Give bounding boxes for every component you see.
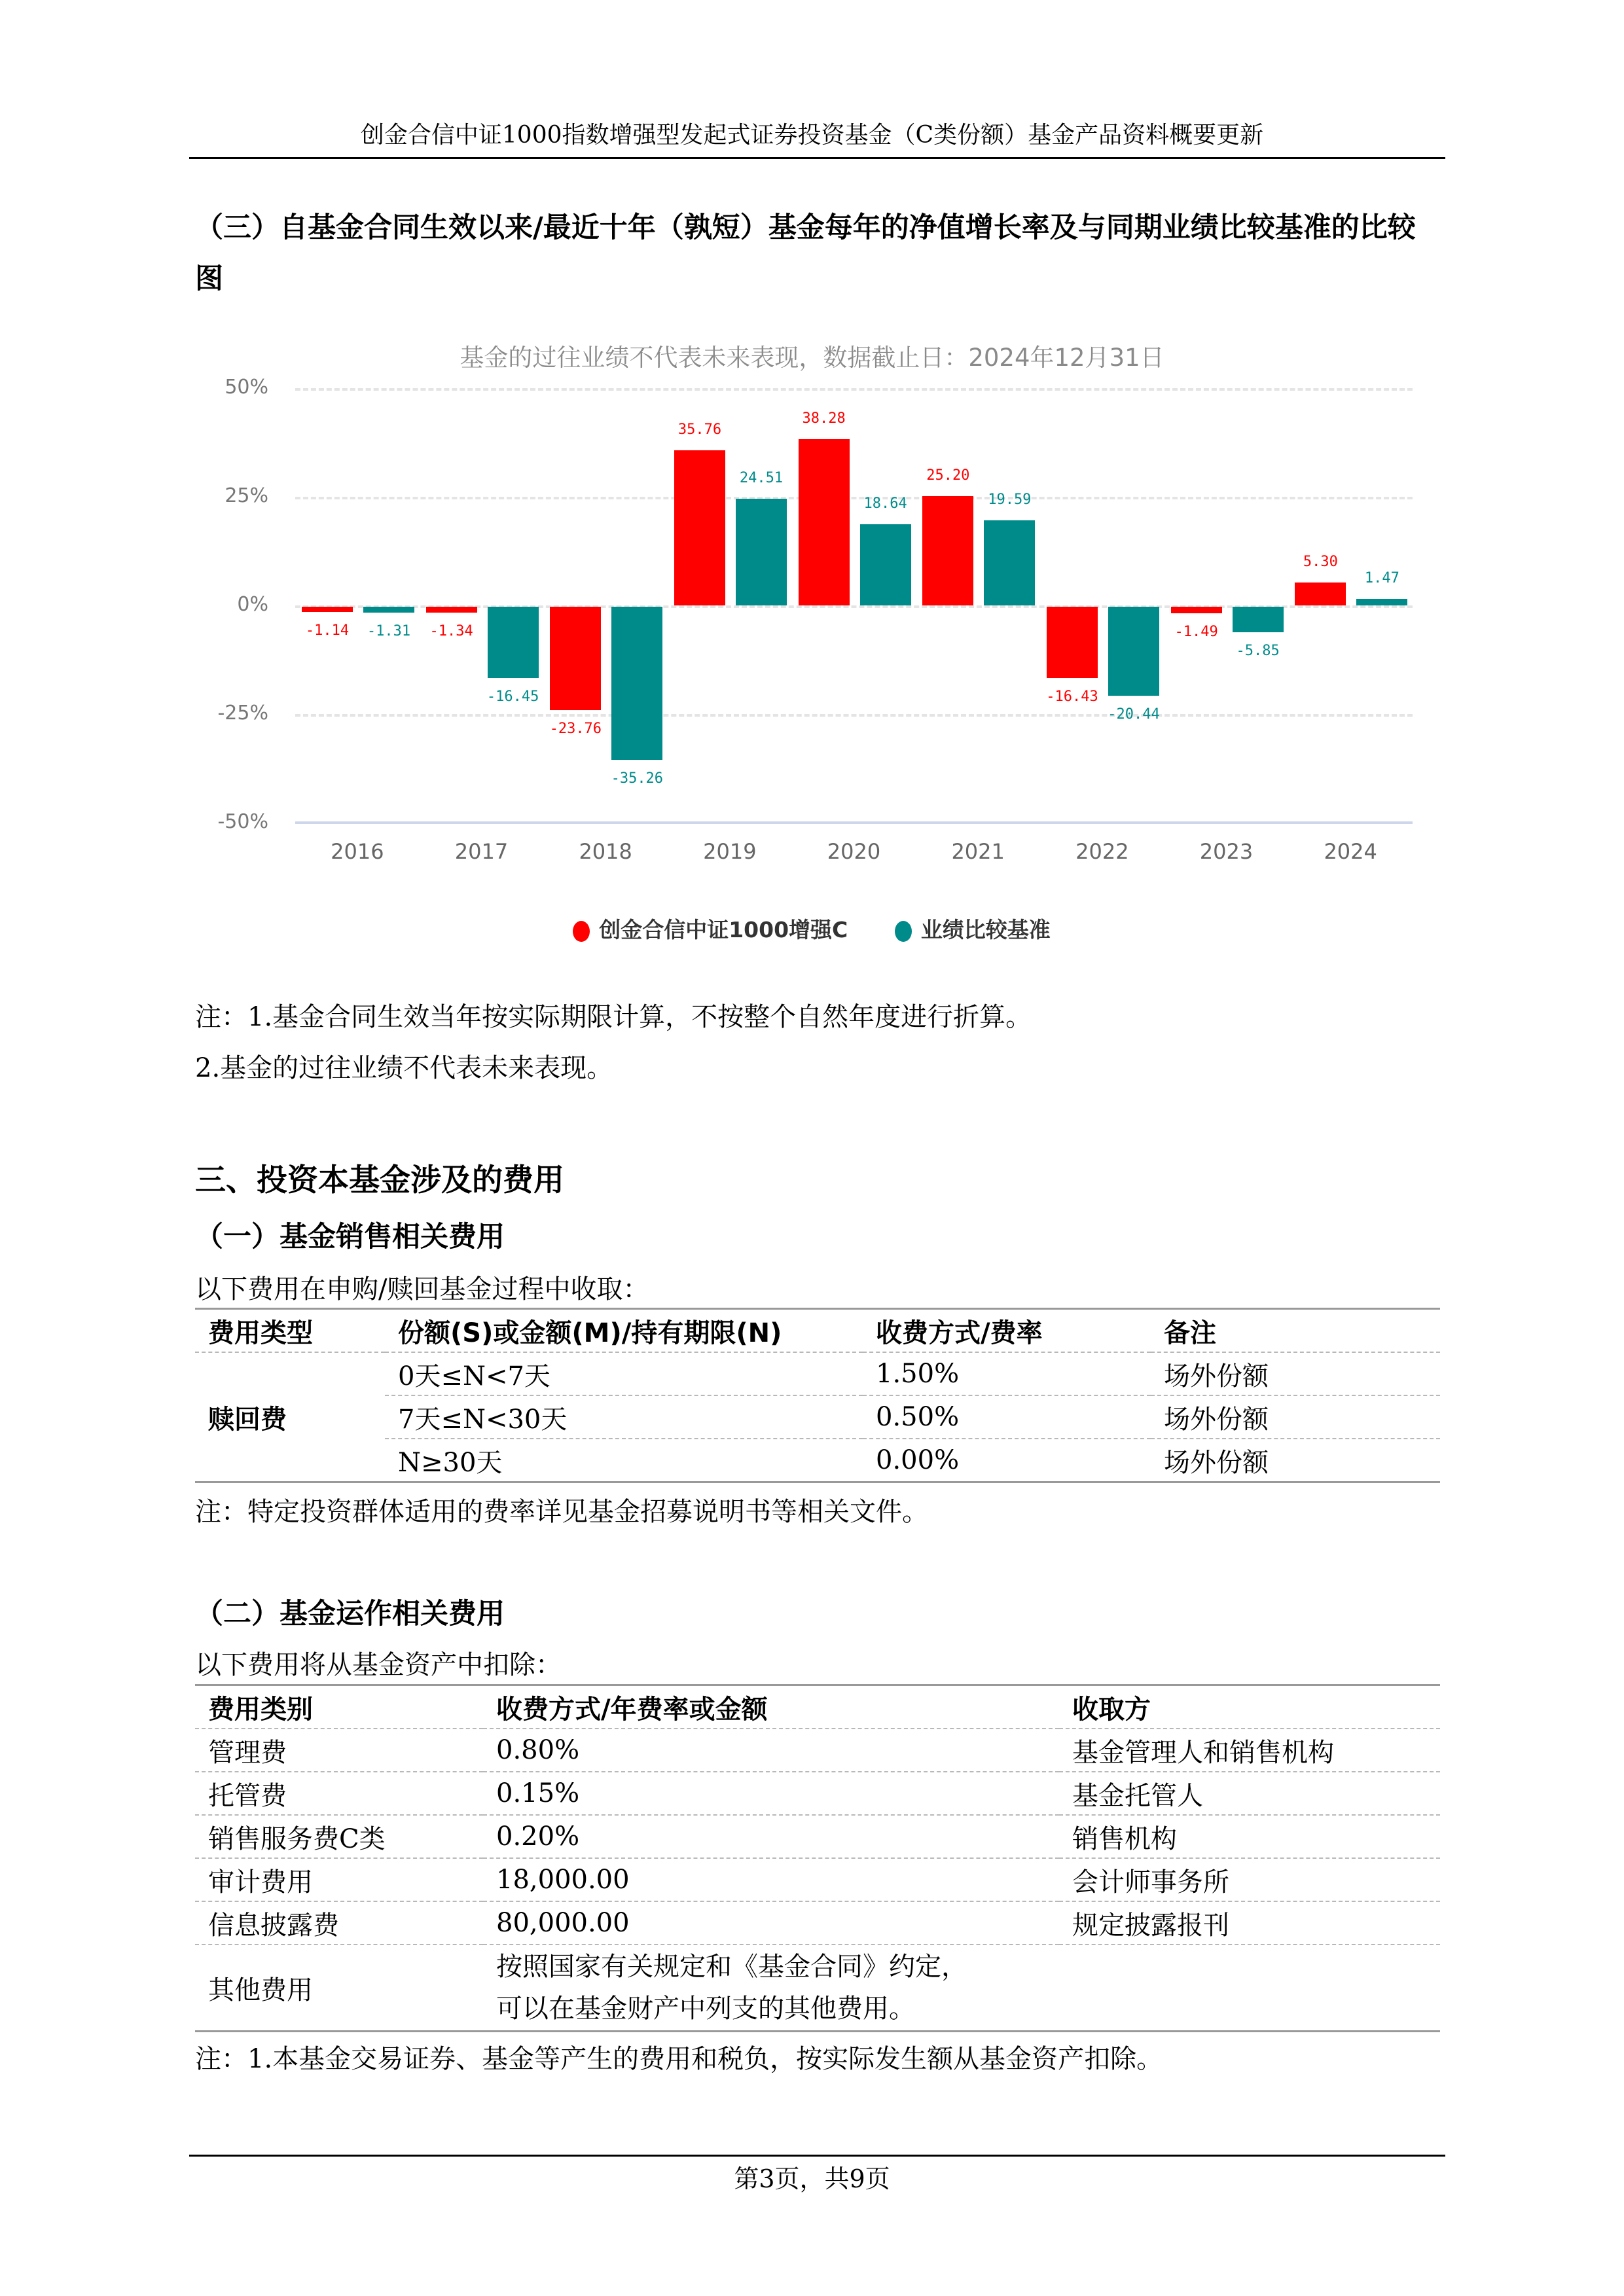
rate-text-line: 可以在基金财产中列支的其他费用。	[496, 1994, 915, 2024]
page-number: 第3页，共9页	[734, 2164, 890, 2193]
bar-value-label: -5.85	[1236, 642, 1280, 659]
legend-dot-icon	[573, 921, 590, 942]
fund-bar	[426, 607, 477, 613]
payee-cell: 销售机构	[1072, 1823, 1177, 1854]
column-header: 收费方式/费率	[876, 1318, 1043, 1348]
chart-title: 基金的过往业绩不代表未来表现，数据截止日：2024年12月31日	[460, 344, 1164, 372]
payee-cell	[1059, 1945, 1440, 2032]
table-header-row	[195, 1309, 1440, 1353]
bar-value-label: -16.45	[486, 689, 539, 706]
table-row	[195, 1945, 1440, 2032]
remark-cell: 场外份额	[1164, 1447, 1269, 1478]
bar-value-label: 5.30	[1303, 553, 1338, 570]
table-row	[195, 1858, 1440, 1901]
bar-value-label: 1.47	[1364, 570, 1399, 587]
y-tick-label: 50%	[225, 376, 268, 399]
gridline	[295, 388, 1413, 391]
bar-value-label: -1.31	[367, 622, 411, 639]
benchmark-bar	[1108, 607, 1159, 696]
sales-fees-note: 注：特定投资群体适用的费率详见基金招募说明书等相关文件。	[195, 1497, 928, 1527]
x-tick-label: 2016	[331, 839, 384, 864]
table-row	[195, 1815, 1440, 1858]
table-row	[195, 1352, 1440, 1395]
bar-value-label: -16.43	[1046, 689, 1098, 706]
benchmark-bar	[1233, 607, 1284, 632]
bar-value-label: 25.20	[926, 467, 970, 484]
fund-bar	[799, 439, 850, 605]
column-header: 费用类别	[208, 1694, 313, 1725]
rate-cell: 1.50%	[876, 1359, 960, 1389]
payee-cell: 规定披露报刊	[1072, 1910, 1229, 1941]
y-tick-label: 0%	[237, 593, 268, 616]
remark-cell: 场外份额	[1164, 1361, 1269, 1391]
x-tick-label: 2017	[454, 839, 509, 864]
bar-value-label: -1.34	[429, 622, 473, 639]
operation-fees-note: 注：1.本基金交易证券、基金等产生的费用和税负，按实际发生额从基金资产扣除。	[195, 2044, 1163, 2074]
x-tick-label: 2023	[1199, 839, 1254, 864]
fund-bar	[1047, 607, 1098, 678]
benchmark-bar	[611, 607, 662, 760]
chart-note-2: 2.基金的过往业绩不代表未来表现。	[195, 1053, 613, 1083]
benchmark-bar	[984, 520, 1035, 605]
column-header: 备注	[1164, 1318, 1216, 1348]
table-row	[195, 1729, 1440, 1772]
period-cell: 0天≤N<7天	[398, 1361, 550, 1391]
benchmark-bar	[860, 524, 911, 605]
bar-value-label: -1.14	[305, 622, 350, 639]
bar-value-label: 24.51	[739, 470, 784, 487]
rate-cell: 0.20%	[496, 1821, 580, 1852]
chart-legend	[190, 913, 1434, 944]
document-header-title: 创金合信中证1000指数增强型发起式证券投资基金（C类份额）基金产品资料概要更新	[360, 122, 1264, 149]
operation-fees-heading: （二）基金运作相关费用	[195, 1598, 505, 1630]
operation-fees-intro: 以下费用将从基金资产中扣除：	[195, 1650, 562, 1680]
payee-cell: 基金管理人和销售机构	[1072, 1737, 1334, 1768]
fund-bar	[1295, 583, 1346, 605]
fee-type-cell: 赎回费	[208, 1404, 287, 1435]
bar-value-label: 35.76	[677, 421, 722, 438]
category-cell: 审计费用	[208, 1867, 313, 1897]
remark-cell: 场外份额	[1164, 1404, 1269, 1435]
footer-divider	[189, 2155, 1445, 2157]
rate-cell: 0.15%	[496, 1778, 580, 1808]
fund-bar	[550, 607, 601, 710]
legend-item-fund[interactable]	[573, 913, 848, 944]
sales-fees-heading: （一）基金销售相关费用	[195, 1221, 505, 1253]
category-cell: 其他费用	[208, 1975, 313, 2005]
chart-section-heading-cont: 图	[195, 262, 223, 295]
x-axis-line	[295, 821, 1413, 824]
period-cell: N≥30天	[398, 1447, 503, 1478]
bar-value-label: 38.28	[802, 410, 846, 427]
fund-bar	[922, 496, 973, 605]
bar-value-label: -35.26	[611, 770, 664, 787]
rate-cell: 0.50%	[876, 1402, 960, 1432]
column-header: 费用类型	[208, 1318, 313, 1348]
payee-cell: 会计师事务所	[1072, 1867, 1229, 1897]
column-header: 份额(S)或金额(M)/持有期限(N)	[398, 1318, 782, 1348]
y-tick-label: -25%	[217, 702, 268, 725]
y-tick-label: 25%	[225, 484, 268, 507]
column-header: 收取方	[1072, 1694, 1151, 1725]
benchmark-bar	[736, 499, 787, 605]
benchmark-bar	[488, 607, 539, 678]
legend-label: 创金合信中证1000增强C	[599, 917, 848, 942]
column-header: 收费方式/年费率或金额	[496, 1694, 768, 1725]
rate-cell: 0.80%	[496, 1735, 580, 1765]
x-tick-label: 2018	[579, 839, 632, 864]
gridline	[295, 714, 1413, 717]
rate-cell	[483, 1945, 1059, 2032]
bar-chart	[190, 367, 1434, 956]
operation-fees-table	[195, 1684, 1440, 2032]
category-cell: 管理费	[208, 1737, 287, 1768]
legend-dot-icon	[895, 921, 912, 942]
legend-label: 业绩比较基准	[920, 917, 1051, 942]
chart-note-1: 注：1.基金合同生效当年按实际期限计算，不按整个自然年度进行折算。	[195, 1002, 1032, 1032]
x-tick-label: 2024	[1324, 839, 1377, 864]
fund-bar	[1171, 607, 1222, 613]
category-cell: 信息披露费	[208, 1910, 339, 1941]
x-tick-label: 2019	[703, 839, 757, 864]
x-tick-label: 2021	[951, 839, 1005, 864]
legend-item-benchmark[interactable]	[895, 913, 1051, 944]
chart-section-heading: （三）自基金合同生效以来/最近十年（孰短）基金每年的净值增长率及与同期业绩比较基准的比较	[195, 211, 1416, 244]
fund-bar	[302, 607, 353, 612]
benchmark-bar	[1356, 599, 1407, 605]
rate-text-line: 按照国家有关规定和《基金合同》约定，	[496, 1952, 967, 1982]
y-tick-label: -50%	[217, 810, 268, 833]
payee-cell: 基金托管人	[1072, 1780, 1203, 1811]
period-cell: 7天≤N<30天	[398, 1404, 568, 1435]
x-tick-label: 2020	[827, 839, 881, 864]
bar-value-label: 18.64	[863, 495, 907, 512]
rate-cell: 0.00%	[876, 1445, 960, 1475]
category-cell: 销售服务费C类	[208, 1823, 386, 1854]
table-row	[195, 1772, 1440, 1815]
x-tick-label: 2022	[1075, 839, 1129, 864]
table-row	[195, 1901, 1440, 1945]
header-divider	[189, 157, 1445, 159]
category-cell: 托管费	[208, 1780, 287, 1811]
bar-value-label: -23.76	[549, 720, 602, 737]
bar-value-label: 19.59	[988, 491, 1032, 508]
table-header-row	[195, 1685, 1440, 1729]
sales-fees-intro: 以下费用在申购/赎回基金过程中收取：	[195, 1274, 649, 1304]
fees-section-heading: 三、投资本基金涉及的费用	[195, 1162, 564, 1198]
rate-cell: 18,000.00	[496, 1865, 630, 1895]
fund-bar	[674, 450, 725, 605]
rate-cell: 80,000.00	[496, 1908, 630, 1938]
sales-fees-table	[195, 1308, 1440, 1483]
bar-value-label: -1.49	[1174, 623, 1218, 640]
benchmark-bar	[363, 607, 414, 613]
bar-value-label: -20.44	[1108, 706, 1160, 723]
